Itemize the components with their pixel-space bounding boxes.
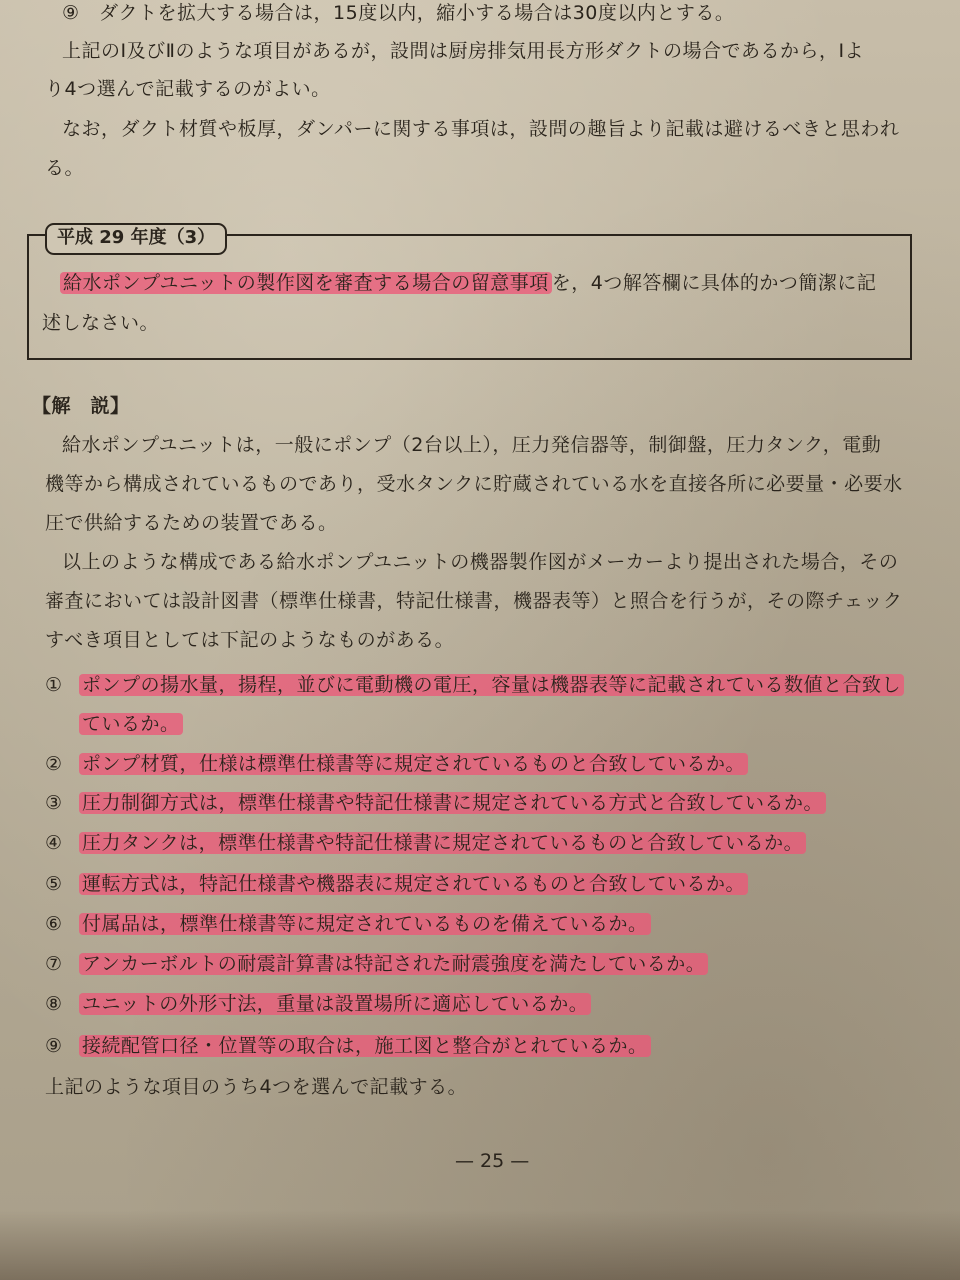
check-item-text: 付属品は，標準仕様書等に規定されているものを備えているか。 [79,913,651,935]
check-item-text: ポンプ材質，仕様は標準仕様書等に規定されているものと合致しているか。 [79,753,748,775]
check-item-8 [45,991,591,1017]
check-item-1 [45,672,904,698]
check-item-number: ⑧ [45,993,63,1015]
top-paragraph-2-line-2: る。 [45,157,85,179]
check-item-text: 接続配管口径・位置等の取合は，施工図と整合がとれているか。 [79,1035,651,1057]
question-line-1-rest: を，4つ解答欄に具体的かつ簡潔に記 [551,272,877,294]
check-item-number: ④ [45,832,63,854]
check-item-number: ⑤ [45,873,63,895]
bottom-shadow [0,1210,960,1280]
explanation-heading: 【解 説】 [32,395,130,417]
question-year-tab: 平成 29 年度（3） [45,223,227,255]
check-item-5 [45,871,748,897]
check-item-9 [45,1033,651,1059]
check-item-2 [45,751,748,777]
check-item-4 [45,830,806,856]
top-paragraph-1-line-1: 上記のⅠ及びⅡのような項目があるが，設問は厨房排気用長方形ダクトの場合であるから，Ⅰよ [62,40,865,62]
top-paragraph-2-line-1: なお，ダクト材質や板厚，ダンパーに関する事項は，設問の趣旨より記載は避けるべきと思われ [62,118,900,140]
check-item-text: ポンプの揚水量，揚程，並びに電動機の電圧，容量は機器表等に記載されている数値と合致し [79,674,904,696]
check-item-1-continued [79,711,183,737]
check-item-text: ユニットの外形寸法，重量は設置場所に適応しているか。 [79,993,591,1015]
check-item-number: ⑦ [45,953,63,975]
explanation-p1-line-3: 圧で供給するための装置である。 [45,512,338,534]
question-highlight: 給水ポンプユニットの製作図を審査する場合の留意事項 [60,272,552,294]
top-item-9: ⑨ ダクトを拡大する場合は，15度以内，縮小する場合は30度以内とする。 [62,2,735,24]
top-paragraph-1-line-2: り4つ選んで記載するのがよい。 [45,78,331,100]
check-item-number: ⑥ [45,913,63,935]
check-item-text: 圧力タンクは，標準仕様書や特記仕様書に規定されているものと合致しているか。 [79,832,806,854]
check-item-text: 圧力制御方式は，標準仕様書や特記仕様書に規定されている方式と合致しているか。 [79,792,826,814]
closing-sentence: 上記のような項目のうち4つを選んで記載する。 [45,1076,468,1098]
check-item-number: ③ [45,792,63,814]
explanation-p2-line-3: すべき項目としては下記のようなものがある。 [45,629,455,651]
check-item-number: ① [45,674,63,696]
explanation-p1-line-1: 給水ポンプユニットは，一般にポンプ（2台以上），圧力発信器等，制御盤，圧力タンク，電動 [62,434,882,456]
check-item-text: アンカーボルトの耐震計算書は特記された耐震強度を満たしているか。 [79,953,708,975]
question-line-1 [60,270,876,296]
check-item-text: 運転方式は，特記仕様書や機器表に規定されているものと合致しているか。 [79,873,748,895]
explanation-p1-line-2: 機等から構成されているものであり，受水タンクに貯蔵されている水を直接各所に必要量・必要水 [45,473,903,495]
page-number: — 25 — [455,1150,530,1172]
check-item-6 [45,911,651,937]
check-item-number: ⑨ [45,1035,63,1057]
question-line-2: 述しなさい。 [42,312,160,334]
check-item-text-continued: ているか。 [79,713,183,735]
check-item-number: ② [45,753,63,775]
check-item-7 [45,951,708,977]
explanation-p2-line-1: 以上のような構成である給水ポンプユニットの機器製作図がメーカーより提出された場合，その [62,551,899,573]
explanation-p2-line-2: 審査においては設計図書（標準仕様書，特記仕様書，機器表等）と照合を行うが，その際チェック [45,590,903,612]
check-item-3 [45,790,826,816]
